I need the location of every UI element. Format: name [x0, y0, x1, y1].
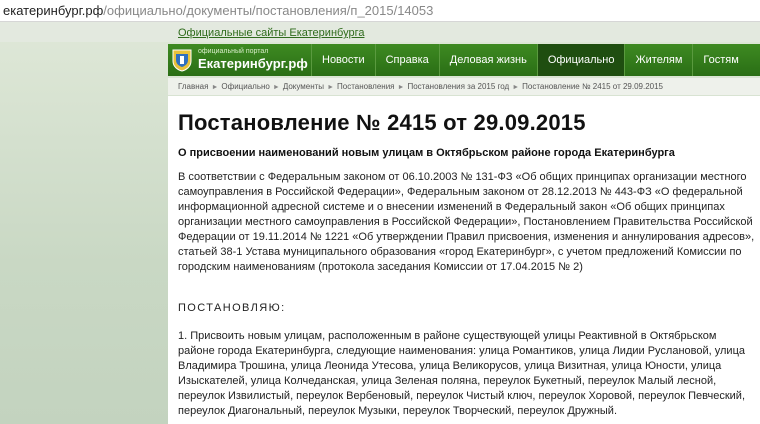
breadcrumb-item[interactable]: Главная	[178, 82, 209, 91]
chevron-right-icon: ►	[397, 84, 405, 91]
menu-item-guests[interactable]: Гостям	[692, 44, 748, 76]
menu-item-residents[interactable]: Жителям	[624, 44, 692, 76]
address-bar[interactable]	[0, 0, 760, 22]
document-paragraph-preamble: В соответствии с Федеральным законом от 06.10.2003 № 131-ФЗ «Об общих принципах организации местного самоуправления в Российской Федерации», Федеральным законом от 28.12.2013 № 443-ФЗ «О федеральной информационной адресной системе и о внесении изменений в Федеральный закон «Об общих принципах организации местного самоуправления в Российской Федерации», Постановлением Правительства Российской Федерации от 19.11.2014 № 1221 «Об утверждении Правил присвоения, изменения и аннулирования адресов», статьей 38-1 Устава муниципального образования «город Екатеринбург», с учетом предложений Комиссии по городским наименованиям (протокола заседания Комиссии от 17.04.2015 № 2)	[178, 171, 755, 273]
breadcrumb-item[interactable]: Постановления за 2015 год	[407, 82, 510, 91]
main-nav	[168, 44, 760, 76]
url-host: екатеринбург.рф	[3, 3, 104, 18]
url-path: /официально/документы/постановления/п_2015/14053	[103, 3, 434, 18]
menu	[311, 44, 749, 76]
chevron-right-icon: ►	[272, 84, 280, 91]
logo-title: Екатеринбург.рф	[198, 56, 308, 71]
document-paragraph-1: 1. Присвоить новым улицам, расположенным в районе существующей улицы Реактивной в Октябрьском районе города Екатеринбурга, следующие наименования: улица Романтиков, улица Лидии Руслановой, улица Владимира Трошина, улица Леонида Утесова, улица Великорусов, улица Визитная, улица Юности, улица Изыскателей, улица Колчеданская, улица Зеленая поляна, переулок Букетный, переулок Малый лесной, переулок Извилистый, переулок Вербеновый, переулок Чистый ключ, переулок Хоровой, переулок Певческий, переулок Диагональный, переулок Музыки, переулок Творческий, переулок Дружный.	[178, 330, 745, 417]
chevron-right-icon: ►	[327, 84, 334, 91]
document-subtitle: О присвоении наименований новым улицам в Октябрьском районе города Екатеринбурга	[178, 147, 675, 159]
official-sites-link[interactable]: Официальные сайты Екатеринбурга	[178, 27, 365, 39]
chevron-right-icon: ►	[512, 84, 520, 91]
menu-item-business[interactable]: Деловая жизнь	[439, 44, 537, 76]
breadcrumb-item[interactable]: Документы	[282, 82, 325, 91]
document	[178, 96, 760, 424]
menu-item-info[interactable]: Справка	[375, 44, 439, 76]
page-title: Постановление № 2415 от 29.09.2015	[178, 110, 586, 135]
breadcrumb-item[interactable]: Официально	[221, 82, 270, 91]
content-area	[168, 96, 760, 424]
chevron-right-icon: ►	[211, 84, 219, 91]
document-decree-heading: ПОСТАНОВЛЯЮ:	[178, 302, 286, 314]
menu-item-news[interactable]: Новости	[311, 44, 375, 76]
city-emblem-icon	[171, 48, 193, 72]
logo-caption: официальный портал	[198, 48, 269, 55]
top-strip	[0, 22, 760, 42]
site-logo[interactable]	[168, 44, 311, 76]
breadcrumb	[168, 78, 760, 95]
menu-item-official[interactable]: Официально	[537, 44, 625, 76]
breadcrumb-current: Постановление № 2415 от 29.09.2015	[522, 82, 663, 91]
breadcrumb-item[interactable]: Постановления	[337, 82, 395, 91]
